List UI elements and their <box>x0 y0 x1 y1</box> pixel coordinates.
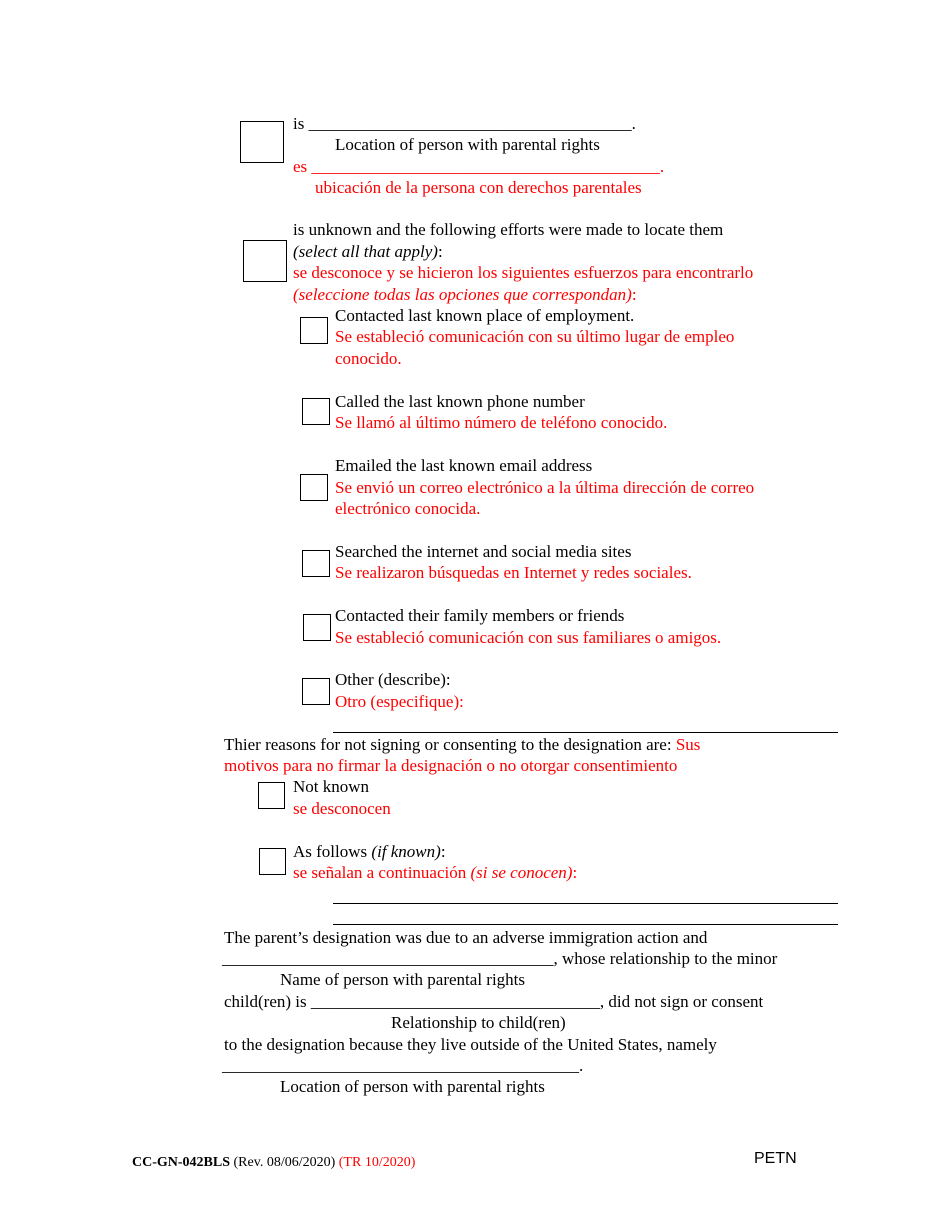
location-is-line <box>293 113 636 134</box>
immigration-line3-tail: , did not sign or consent <box>599 992 764 1011</box>
immigration-line3 <box>224 991 763 1012</box>
reason-as-follows-es-colon: : <box>572 863 578 882</box>
location-es-text: es <box>293 157 308 176</box>
effort-email-checkbox[interactable] <box>300 474 328 501</box>
reason-as-follows-en-italic: (if known) <box>371 842 441 861</box>
effort-email-es-cont: electrónico conocida. <box>335 499 481 518</box>
immigration-line2 <box>222 948 777 969</box>
location-unknown-checkbox[interactable] <box>243 240 287 282</box>
unknown-es-instruction: (seleccione todas las opciones que correspondan) <box>293 285 632 304</box>
effort-family-es: Se estableció comunicación con sus familiares o amigos. <box>335 628 722 647</box>
location-es-label: ubicación de la persona con derechos parentales <box>315 178 642 197</box>
effort-other-checkbox[interactable] <box>302 678 330 705</box>
immigration-line2-tail: , whose relationship to the minor <box>553 949 778 968</box>
document-type: PETN <box>754 1150 797 1167</box>
location-is-text: is <box>293 114 305 133</box>
unknown-es-line2 <box>293 284 637 305</box>
effort-other-en: Other (describe): <box>335 670 451 689</box>
unknown-en-line2 <box>293 241 443 262</box>
effort-phone-en: Called the last known phone number <box>335 392 585 411</box>
reason-as-follows-line-2[interactable] <box>333 924 838 925</box>
immigration-line1: The parent’s designation was due to an adverse immigration action and <box>224 928 708 947</box>
effort-employment-es-cont: conocido. <box>335 349 402 368</box>
immigration-line5 <box>222 1055 583 1076</box>
reasons-en: Thier reasons for not signing or consenting to the designation are: <box>224 735 672 754</box>
reason-as-follows-checkbox[interactable] <box>259 848 286 875</box>
immigration-location-blank[interactable]: __________________________________________ <box>222 1056 579 1075</box>
immigration-relationship-blank[interactable]: __________________________________ <box>310 992 600 1011</box>
form-footer <box>132 1152 415 1173</box>
reason-as-follows-es-text: se señalan a continuación <box>293 863 467 882</box>
reason-as-follows-line-1[interactable] <box>333 903 838 904</box>
unknown-es-line1: se desconoce y se hicieron los siguientes esfuerzos para encontrarlo <box>293 263 754 282</box>
effort-internet-en: Searched the internet and social media sites <box>335 542 632 561</box>
immigration-relationship-label: Relationship to child(ren) <box>391 1013 566 1032</box>
reason-as-follows-en-colon: : <box>440 842 446 861</box>
effort-email-en: Emailed the last known email address <box>335 456 593 475</box>
location-blank[interactable]: ______________________________________. <box>308 114 636 133</box>
effort-family-checkbox[interactable] <box>303 614 331 641</box>
effort-family-en: Contacted their family members or friends <box>335 606 625 625</box>
location-es-line <box>293 156 664 177</box>
effort-employment-en: Contacted last known place of employment. <box>335 306 635 325</box>
immigration-line5-tail: . <box>579 1056 584 1075</box>
effort-other-es: Otro (especifique): <box>335 692 464 711</box>
effort-phone-es: Se llamó al último número de teléfono conocido. <box>335 413 668 432</box>
reasons-es-start: Sus <box>675 735 701 754</box>
location-known-checkbox[interactable] <box>240 121 284 163</box>
form-code: CC-GN-042BLS <box>132 1155 231 1170</box>
immigration-location-label: Location of person with parental rights <box>280 1077 545 1096</box>
reasons-line1 <box>224 734 700 755</box>
unknown-en-colon: : <box>437 242 443 261</box>
immigration-line4: to the designation because they live outside of the United States, namely <box>224 1035 717 1054</box>
effort-phone-checkbox[interactable] <box>302 398 330 425</box>
immigration-name-label: Name of person with parental rights <box>280 970 526 989</box>
reason-as-follows-es <box>293 862 577 883</box>
location-es-blank[interactable]: _________________________________________. <box>311 157 665 176</box>
effort-email-es: Se envió un correo electrónico a la última dirección de correo <box>335 478 755 497</box>
reason-not-known-en: Not known <box>293 777 370 796</box>
effort-employment-checkbox[interactable] <box>300 317 328 344</box>
reason-not-known-checkbox[interactable] <box>258 782 285 809</box>
unknown-es-colon: : <box>631 285 637 304</box>
effort-internet-es: Se realizaron búsquedas en Internet y redes sociales. <box>335 563 692 582</box>
effort-employment-es: Se estableció comunicación con su último lugar de empleo <box>335 327 735 346</box>
unknown-en-instruction: (select all that apply) <box>293 242 438 261</box>
reason-as-follows-en-text: As follows <box>293 842 368 861</box>
reason-as-follows-es-italic: (si se conocen) <box>470 863 573 882</box>
reason-not-known-es: se desconocen <box>293 799 391 818</box>
effort-other-description-line[interactable] <box>333 732 838 733</box>
reasons-es-line2: motivos para no firmar la designación o no otorgar consentimiento <box>224 756 678 775</box>
location-label: Location of person with parental rights <box>335 135 600 154</box>
effort-internet-checkbox[interactable] <box>302 550 330 577</box>
reason-as-follows-en <box>293 841 446 862</box>
form-translation-revision: (TR 10/2020) <box>338 1155 416 1170</box>
immigration-line3-head: child(ren) is <box>224 992 307 1011</box>
immigration-name-blank[interactable]: _______________________________________ <box>222 949 554 968</box>
form-revision: (Rev. 08/06/2020) <box>233 1155 336 1170</box>
unknown-en-line1: is unknown and the following efforts were made to locate them <box>293 220 724 239</box>
